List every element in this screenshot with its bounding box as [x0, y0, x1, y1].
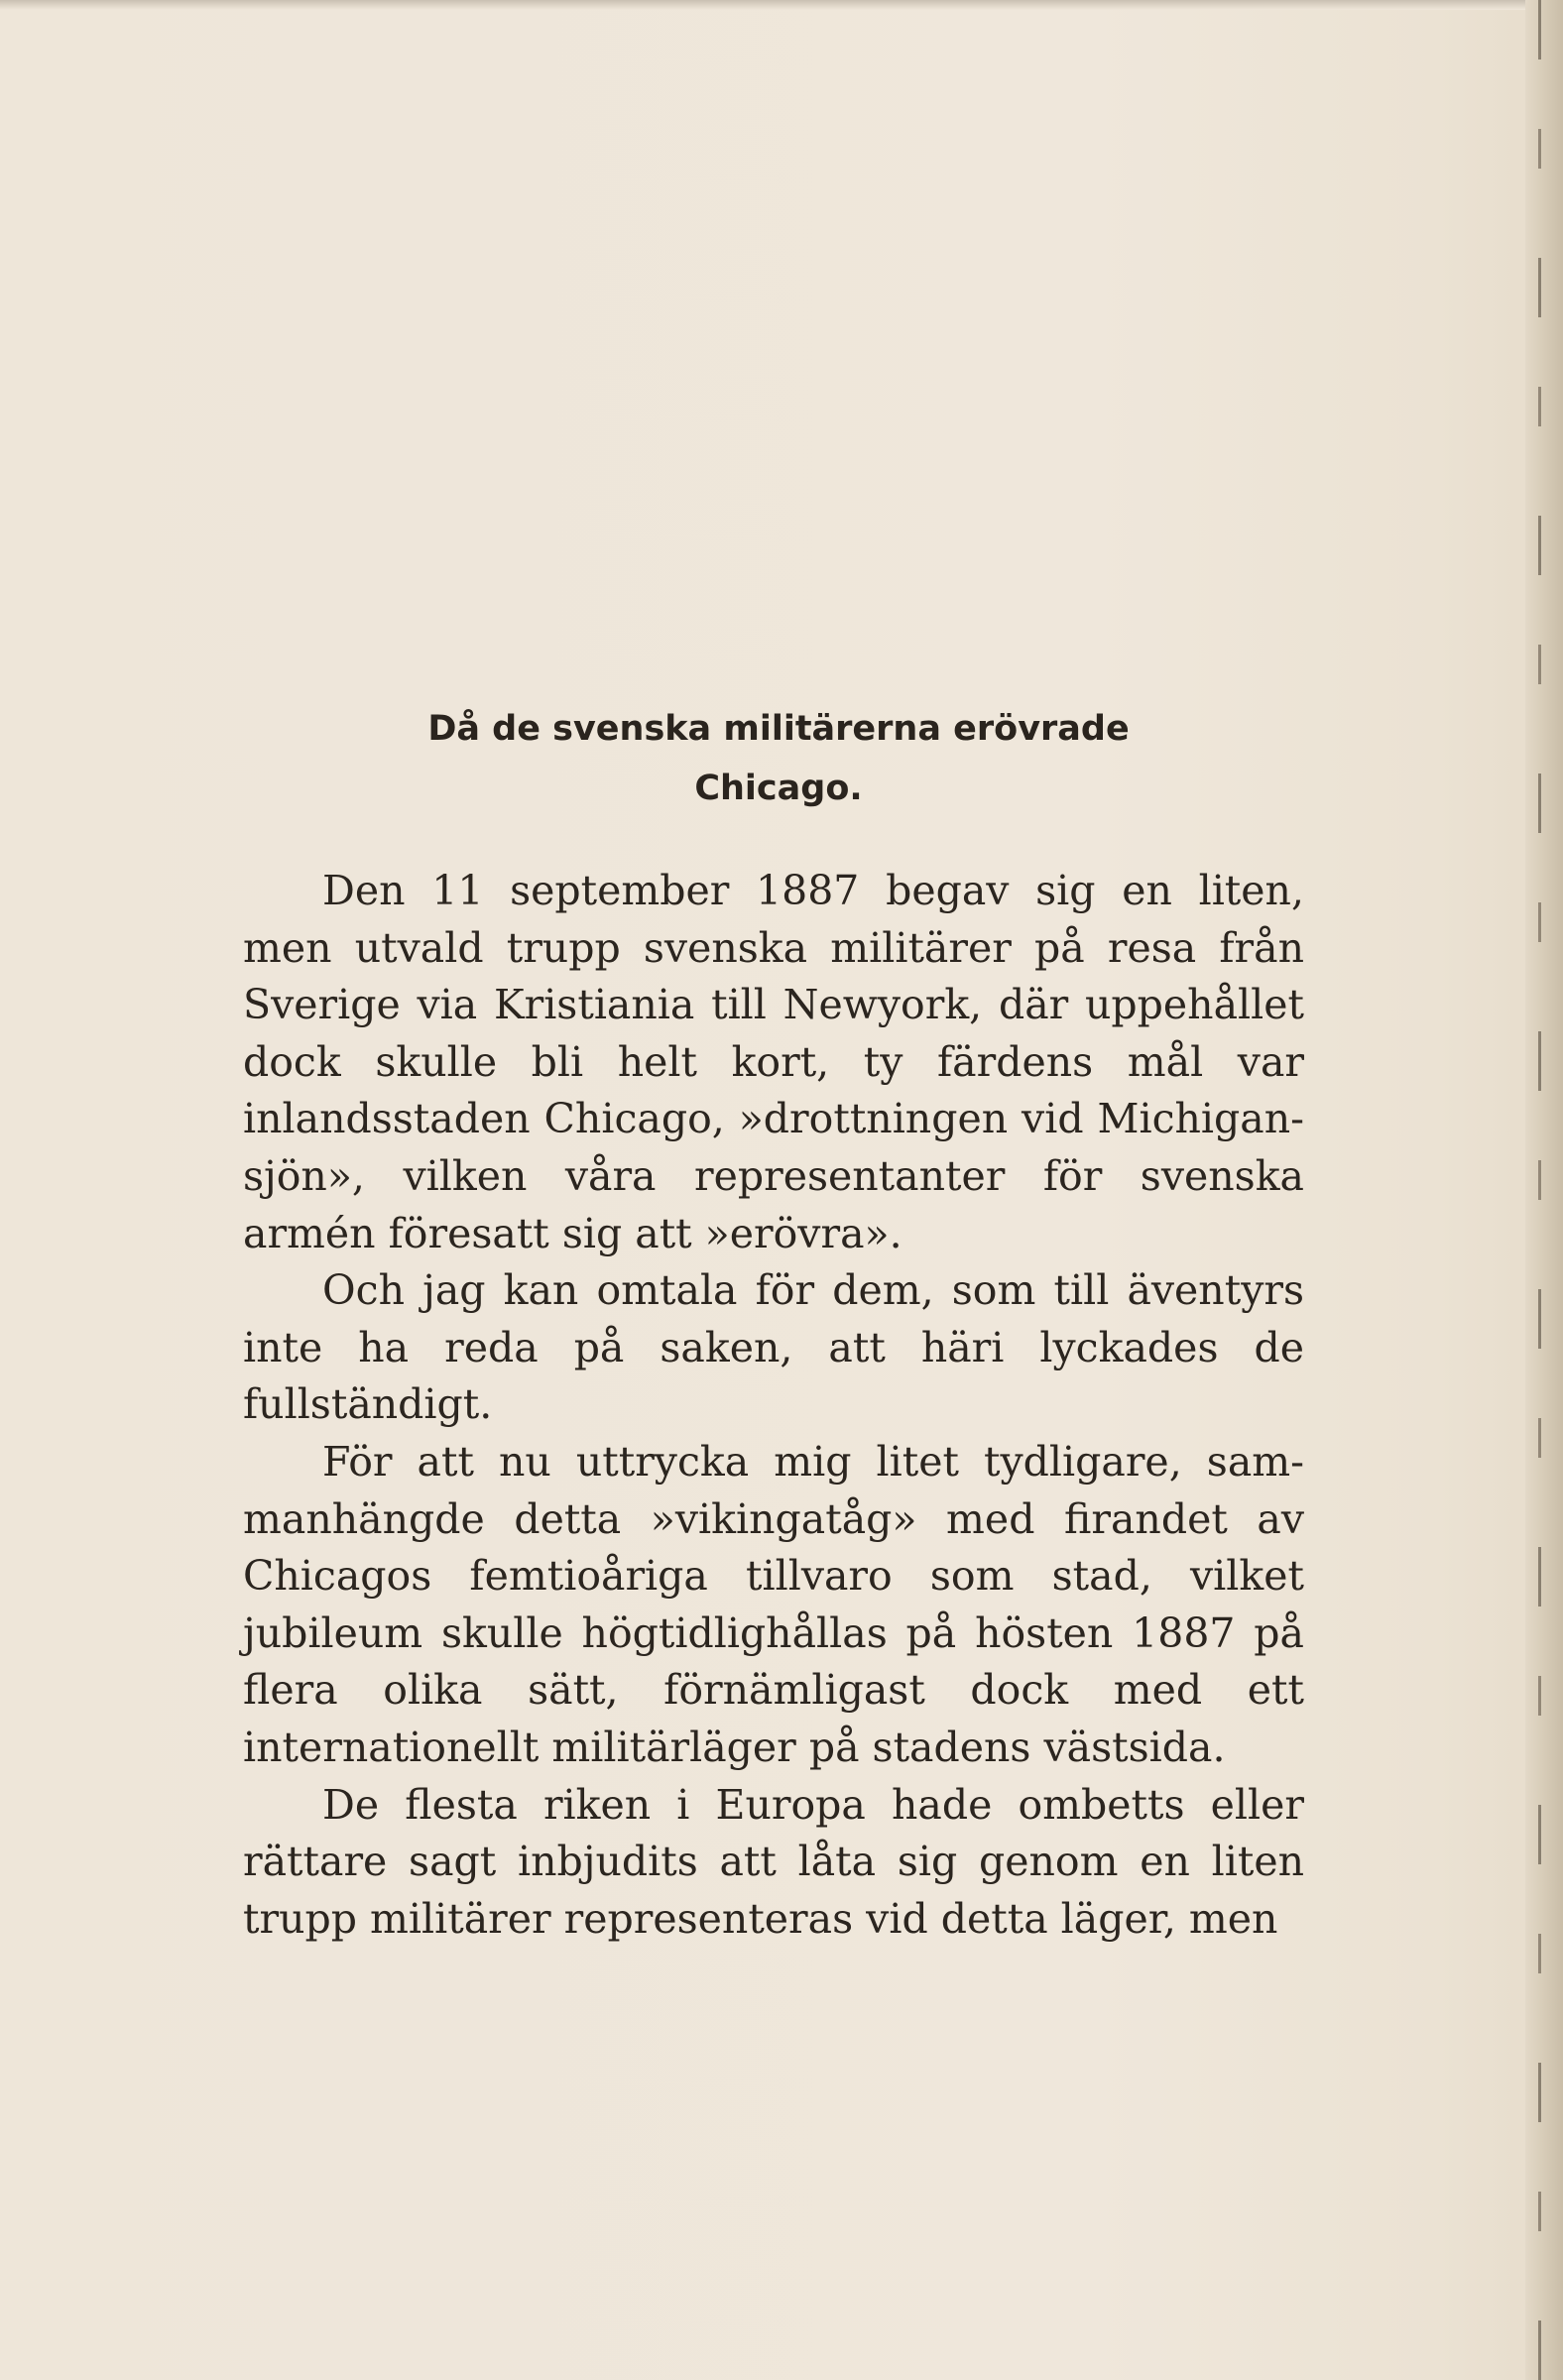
binding-shadow-line [1538, 0, 1541, 2380]
body-text [243, 863, 1304, 1948]
paragraph-3: För att nu uttrycka mig litet tydligare, sammanhängde detta »vikingatåg» med firandet av Chicagos femtioåriga tillvaro som stad, vilket jubileum skulle högtidlighållas på hösten 1887 på flera olika sätt, förnämligast dock med ett internationellt militärläger på stadens västsida. [243, 1437, 1304, 1771]
paragraph-2: Och jag kan omtala för dem, som till äventyrs inte ha reda på saken, att häri lyckades de fullständigt. [243, 1266, 1304, 1429]
page-binding-edge [1525, 0, 1563, 2380]
page-top-edge [0, 0, 1563, 10]
paragraph-4: De flesta riken i Europa hade ombetts eller rättare sagt inbjudits att låta sig genom en liten trupp militärer representeras vid detta läger, men [243, 1780, 1304, 1943]
chapter-heading [357, 699, 1200, 818]
paragraph-1: Den 11 september 1887 begav sig en liten, men utvald trupp svenska militärer på resa från Sverige via Kristiania till Newyork, där uppehållet dock skulle bli helt kort, ty färdens mål var inlandsstaden Chicago, »drottningen vid Michigan-sjön», vilken våra representanter för svenska armén föresatt sig att »erövra». [243, 867, 1304, 1257]
chapter-heading-line-1: Då de svenska militärerna erövrade [427, 709, 1130, 749]
chapter-heading-line-2: Chicago. [694, 769, 863, 808]
